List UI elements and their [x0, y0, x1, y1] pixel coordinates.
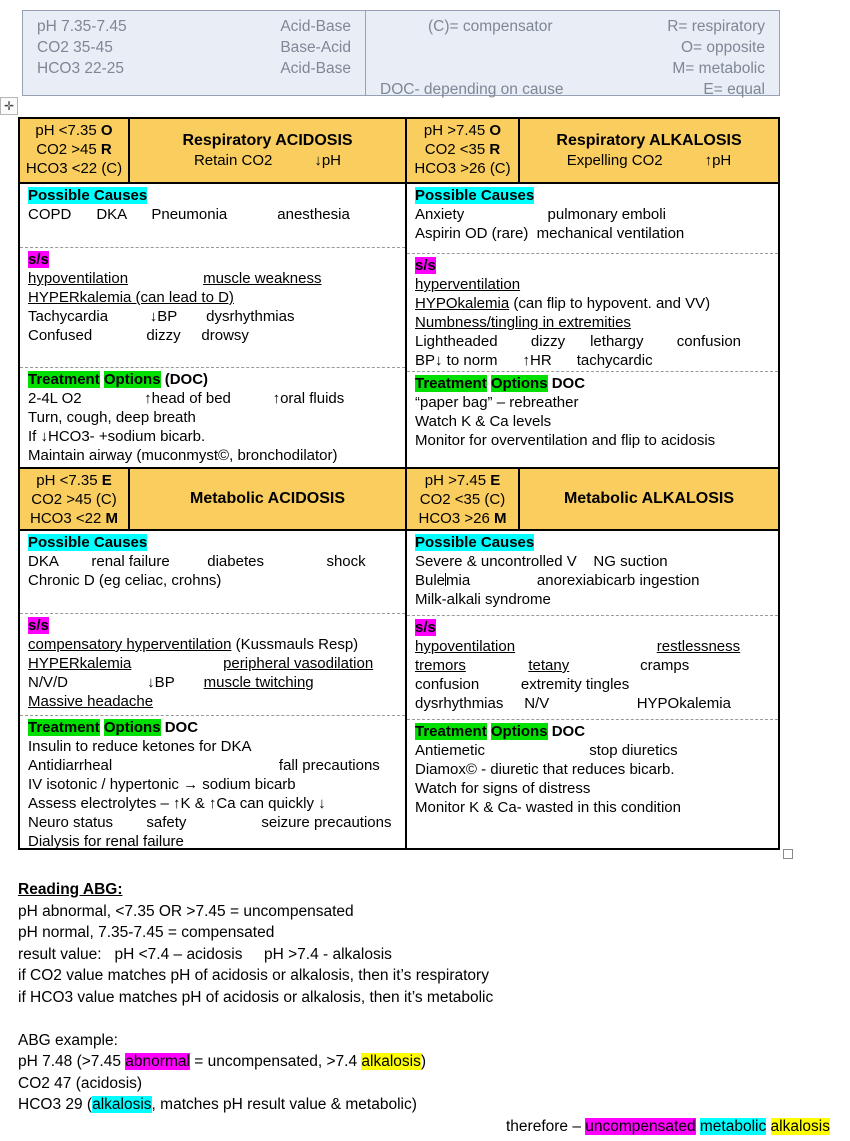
text-segment: HCO3 >26 [418, 510, 494, 527]
highlighted-text: Treatment [28, 719, 100, 736]
acidosis-column [20, 119, 405, 848]
text-segment: “paper bag” – rebreather [415, 394, 579, 411]
text-segment: BP↓ to norm ↑HR tachycardic [415, 352, 653, 369]
text-line [415, 637, 770, 656]
resp-acidosis-ph-values [20, 119, 130, 182]
highlighted-text: Possible Causes [28, 534, 148, 551]
resp-acidosis-sub-right: ↓pH [314, 152, 342, 169]
legend-range-label: Base-Acid [280, 39, 351, 56]
resp-acidosis-title-cell [130, 119, 405, 182]
text-line [407, 159, 518, 178]
text-line [18, 965, 830, 987]
resp-acidosis-sub-left: Retain CO2 [193, 152, 273, 169]
resp-alkalosis-sub-left: Expelling CO2 [566, 152, 663, 169]
text-line [20, 509, 128, 528]
text-segment: N/V/D ↓BP [28, 674, 204, 691]
resp-alkalosis-subtitle [567, 151, 732, 170]
highlighted-text: s/s [28, 617, 49, 634]
met-acidosis-signs [20, 614, 405, 716]
text-line [28, 571, 397, 590]
text-line [28, 756, 397, 775]
text-segment: CO2 <35 (C) [419, 491, 506, 508]
resp-alkalosis-header [407, 119, 778, 184]
text-line [18, 901, 830, 923]
text-line [407, 121, 518, 140]
text-line [415, 656, 770, 675]
text-line [28, 186, 397, 205]
met-acidosis-causes [20, 531, 405, 614]
text-line [28, 389, 397, 408]
reading-abg-notes [18, 879, 830, 1137]
text-segment: muscle twitching [203, 674, 314, 691]
legend-doc: DOC- depending on cause [380, 81, 564, 98]
text-line [28, 616, 397, 635]
text-line [415, 675, 770, 694]
text-segment: tremors [415, 657, 466, 674]
text-segment [128, 270, 203, 287]
text-segment: Antiemetic stop diuretics [415, 742, 678, 759]
text-segment: If ↓HCO3- +sodium bicarb. [28, 428, 206, 445]
text-segment: Lightheaded dizzy lethargy confusion [415, 333, 742, 350]
met-acidosis-treatment [20, 716, 405, 848]
move-icon: ✛ [3, 99, 15, 113]
text-segment: hyperventilation [415, 276, 521, 293]
highlighted-text: Treatment [415, 723, 487, 740]
text-segment: ABG example: [18, 1031, 118, 1049]
text-segment: R [100, 141, 112, 158]
highlighted-text: abnormal [125, 1053, 190, 1070]
text-segment: if CO2 value matches pH of acidosis or alkalosis, then it’s respiratory [18, 967, 489, 984]
met-alkalosis-ph-values [407, 469, 520, 529]
text-line [18, 922, 830, 944]
text-segment: Insulin to reduce ketones for DKA [28, 738, 252, 755]
highlighted-text: Possible Causes [415, 534, 535, 551]
resp-alkalosis-causes [407, 184, 778, 254]
conclusion-line [18, 1116, 830, 1138]
met-acidosis-header [20, 467, 405, 531]
text-line [28, 813, 397, 832]
text-line [28, 737, 397, 756]
text-segment: Assess electrolytes – ↑K & ↑Ca can quickly ↓ [28, 795, 326, 812]
text-segment: therefore – [505, 1117, 586, 1135]
text-segment: CO2 47 (acidosis) [18, 1074, 143, 1092]
text-segment: DOC [160, 719, 199, 736]
highlighted-text: Options [103, 719, 161, 736]
text-line [415, 741, 770, 760]
text-line [415, 694, 770, 713]
text-segment: pH <7.35 [36, 472, 102, 489]
text-segment: bicarb ingestion [594, 572, 700, 589]
met-alkalosis-title: Metabolic ALKALOSIS [563, 490, 735, 507]
text-segment: Watch for signs of distress [415, 780, 591, 797]
abg-table [18, 117, 780, 850]
text-segment: Bule [415, 572, 446, 589]
text-segment: if HCO3 value matches pH of acidosis or alkalosis, then it’s metabolic [18, 988, 494, 1006]
text-segment: CO2 >45 (C) [31, 491, 117, 508]
met-acidosis-title: Metabolic ACIDOSIS [190, 490, 345, 507]
text-line [28, 654, 397, 673]
text-segment: Antidiarrheal fall precautions [28, 757, 380, 774]
highlighted-text: metabolic [699, 1117, 767, 1135]
alkalosis-column [405, 119, 778, 848]
text-segment: , matches pH result value & metabolic) [151, 1096, 417, 1113]
text-segment: Neuro status safety seizure precautions [28, 814, 392, 831]
text-segment: R [489, 141, 501, 158]
text-segment: Maintain airway (muconmyst©, bronchodilator) [28, 447, 338, 464]
text-segment: dysrhythmias N/V HYPOkalemia [415, 695, 731, 712]
met-alkalosis-title-cell [520, 469, 778, 529]
reading-abg-lines [18, 879, 830, 1116]
text-segment: Turn, cough, deep breath [28, 409, 196, 426]
text-line [18, 1094, 830, 1116]
text-line [18, 879, 830, 901]
highlighted-text: s/s [415, 619, 436, 636]
text-line [18, 1008, 830, 1030]
text-segment: DOC [547, 723, 586, 740]
text-segment: DKA renal failure diabetes shock [28, 553, 366, 570]
text-line [28, 673, 397, 692]
text-segment: Watch K & Ca levels [415, 413, 552, 430]
text-line [28, 533, 397, 552]
text-segment: pH >7.45 [423, 122, 490, 139]
text-segment: Monitor for overventilation and flip to acidosis [415, 432, 716, 449]
legend-range-label: Acid-Base [280, 18, 351, 35]
text-segment: ) [420, 1053, 427, 1070]
legend-respiratory: R= respiratory [667, 18, 765, 35]
text-segment: restlessness [656, 638, 741, 655]
text-line [28, 427, 397, 446]
highlighted-text: uncompensated [585, 1117, 696, 1135]
text-segment: hypoventilation [28, 270, 129, 287]
text-line [415, 533, 770, 552]
text-line [28, 635, 397, 654]
text-segment: O [489, 122, 502, 139]
text-line [28, 326, 397, 345]
text-segment: peripheral vasodilation [223, 655, 374, 672]
resp-alkalosis-title-cell [520, 119, 778, 182]
text-line [407, 509, 518, 528]
text-line [18, 1073, 830, 1095]
legend-row [380, 58, 765, 79]
text-segment: DOC [547, 375, 586, 392]
legend-row [37, 37, 351, 58]
text-segment: pH normal, 7.35-7.45 = compensated [18, 924, 275, 941]
text-line [415, 332, 770, 351]
highlighted-text: alkalosis [361, 1053, 421, 1070]
text-segment [515, 638, 657, 655]
met-alkalosis-header [407, 467, 778, 531]
resp-acidosis-signs [20, 248, 405, 368]
text-segment: Tachycardia ↓BP dysrhythmias [28, 308, 295, 325]
text-segment: (DOC) [160, 371, 209, 388]
text-segment: HCO3 >26 (C) [414, 160, 511, 177]
highlighted-text: Options [490, 375, 548, 392]
highlighted-text: Possible Causes [415, 187, 535, 204]
text-segment: HCO3 29 ( [18, 1096, 93, 1113]
legend-range-value: CO2 35-45 [37, 39, 113, 56]
text-line [415, 618, 770, 637]
text-segment [466, 657, 529, 674]
text-segment: hypoventilation [415, 638, 516, 655]
met-alkalosis-signs [407, 616, 778, 720]
text-segment: result value: pH <7.4 – acidosis pH >7.4 - alkalosis [18, 945, 392, 963]
text-line [28, 718, 397, 737]
text-segment: Dialysis for renal failure [28, 833, 184, 848]
text-line [28, 288, 397, 307]
text-segment: Chronic D (eg celiac, crohns) [28, 572, 222, 589]
text-segment: HYPOkalemia [415, 295, 510, 312]
legend-opposite: O= opposite [680, 39, 765, 56]
text-segment: cramps [640, 657, 690, 674]
text-segment: IV isotonic / hypertonic → sodium bicarb [28, 776, 296, 793]
text-line [407, 140, 518, 159]
text-segment [569, 657, 640, 674]
met-alkalosis-treatment [407, 720, 778, 848]
text-segment: (can flip to hypovent. and VV) [509, 295, 711, 312]
resp-alkalosis-ph-values [407, 119, 520, 182]
reference-legend [22, 10, 780, 96]
text-line [415, 431, 770, 450]
text-segment: confusion extremity tingles [415, 676, 630, 693]
text-line [415, 552, 770, 571]
text-line [407, 490, 518, 509]
text-line [18, 1116, 830, 1138]
legend-row [380, 16, 765, 37]
text-line [415, 294, 770, 313]
text-line [28, 408, 397, 427]
text-segment: pH >7.45 [424, 472, 491, 489]
met-acidosis-ph-values [20, 469, 130, 529]
highlighted-text: Possible Causes [28, 187, 148, 204]
text-line [415, 224, 770, 243]
legend-normal-ranges [23, 11, 366, 95]
text-segment: M [105, 510, 118, 527]
resp-alkalosis-treatment [407, 372, 778, 467]
highlighted-text: s/s [28, 251, 49, 268]
text-segment: Numbness/tingling in extremities [415, 314, 631, 331]
highlighted-text: alkalosis [770, 1117, 830, 1135]
text-segment: M [493, 510, 507, 527]
highlighted-text: Options [490, 723, 548, 740]
text-segment: CO2 <35 [424, 141, 490, 158]
text-line [415, 275, 770, 294]
text-line [415, 205, 770, 224]
text-line [415, 351, 770, 370]
resp-acidosis-treatment [20, 368, 405, 467]
legend-range-value: HCO3 22-25 [37, 60, 125, 77]
text-segment: HCO3 <22 [30, 510, 106, 527]
resp-acidosis-title: Respiratory ACIDOSIS [182, 132, 353, 149]
text-segment: HYPERkalemia (can lead to D) [28, 289, 234, 306]
text-segment: 2-4L O2 ↑head of bed ↑oral fluids [28, 390, 345, 407]
highlighted-text: s/s [415, 257, 436, 274]
text-line [28, 692, 397, 711]
legend-abbreviations [366, 11, 779, 98]
legend-row [37, 58, 351, 79]
text-line [28, 250, 397, 269]
text-segment: pH abnormal, <7.35 OR >7.45 = uncompensated [18, 902, 354, 920]
text-line [28, 446, 397, 465]
text-line [20, 121, 128, 140]
text-line [415, 798, 770, 817]
text-segment: O [100, 122, 113, 139]
met-alkalosis-causes [407, 531, 778, 616]
text-segment: COPD DKA Pneumonia anesthesia [28, 206, 350, 223]
text-line [28, 552, 397, 571]
text-line [415, 722, 770, 741]
text-line [18, 1030, 830, 1052]
text-segment: muscle weakness [203, 270, 322, 287]
highlighted-text: Treatment [415, 375, 487, 392]
legend-row [380, 37, 765, 58]
resp-alkalosis-sub-right: ↑pH [704, 152, 732, 169]
text-segment: E [490, 472, 501, 489]
text-line [20, 471, 128, 490]
text-segment: Milk-alkali syndrome [415, 591, 551, 608]
text-segment: HYPERkalemia [28, 655, 132, 672]
text-line [28, 307, 397, 326]
text-line [20, 140, 128, 159]
text-line [20, 490, 128, 509]
text-segment: E [101, 472, 112, 489]
text-line [28, 832, 397, 848]
text-segment: tetany [528, 657, 570, 674]
legend-row [37, 16, 351, 37]
text-line [415, 186, 770, 205]
text-line [28, 794, 397, 813]
text-segment: pH <7.35 [35, 122, 101, 139]
text-segment: Severe & uncontrolled V NG suction [415, 553, 668, 570]
text-line [415, 590, 770, 609]
text-segment [131, 655, 223, 672]
highlighted-text: Options [103, 371, 161, 388]
text-line [18, 1051, 830, 1073]
text-segment: HCO3 <22 (C) [25, 160, 123, 177]
table-move-handle[interactable] [0, 97, 18, 115]
table-resize-handle[interactable] [783, 849, 793, 859]
resp-acidosis-causes [20, 184, 405, 248]
text-line [407, 471, 518, 490]
text-segment: CO2 >45 [36, 141, 101, 158]
legend-row [380, 79, 765, 100]
text-line [415, 779, 770, 798]
text-segment: (Kussmauls Resp) [231, 636, 359, 653]
text-segment: Aspirin OD (rare) mechanical ventilation [415, 225, 685, 242]
text-segment: = uncompensated, >7.4 [189, 1053, 362, 1070]
text-segment: Reading ABG: [18, 881, 123, 898]
highlighted-text: Treatment [28, 371, 100, 388]
text-segment: compensatory hyperventilation [28, 636, 232, 653]
legend-range-value: pH 7.35-7.45 [37, 18, 127, 35]
text-line [415, 571, 770, 590]
text-segment: Massive headache [28, 693, 154, 710]
text-line [415, 313, 770, 332]
text-line [415, 412, 770, 431]
highlighted-text: alkalosis [92, 1096, 152, 1113]
text-line [28, 775, 397, 794]
resp-alkalosis-signs [407, 254, 778, 372]
text-line [415, 760, 770, 779]
text-line [28, 269, 397, 288]
text-segment [766, 1118, 770, 1135]
legend-equal: E= equal [703, 81, 765, 98]
text-line [415, 256, 770, 275]
text-line [415, 393, 770, 412]
text-line [18, 987, 830, 1009]
text-segment: Monitor K & Ca- wasted in this condition [415, 799, 681, 816]
met-acidosis-title-cell [130, 469, 405, 529]
text-line [415, 374, 770, 393]
legend-metabolic: M= metabolic [672, 60, 765, 77]
text-line [28, 370, 397, 389]
resp-alkalosis-title: Respiratory ALKALOSIS [556, 132, 742, 149]
text-segment: Diamox© - diuretic that reduces bicarb. [415, 761, 675, 778]
text-segment: pH 7.48 (>7.45 [18, 1053, 126, 1070]
legend-range-label: Acid-Base [280, 60, 351, 77]
resp-acidosis-subtitle [194, 151, 341, 170]
resp-acidosis-header [20, 119, 405, 184]
text-line [18, 944, 830, 966]
text-segment: mia anorexia [446, 572, 595, 589]
text-segment: Confused dizzy drowsy [28, 327, 249, 344]
text-segment: Anxiety pulmonary emboli [415, 206, 666, 223]
text-line [20, 159, 128, 178]
text-line [28, 205, 397, 224]
legend-compensator: (C)= compensator [428, 18, 553, 35]
